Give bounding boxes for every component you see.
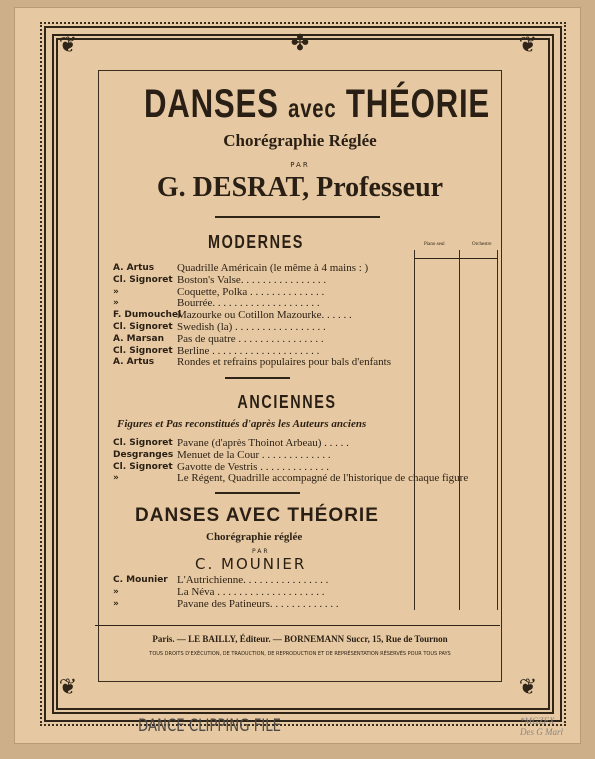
title-avec: avec [288, 93, 337, 123]
divider-ornament [225, 377, 290, 379]
row-author: Cl. Signoret [113, 461, 173, 472]
row-author: A. Artus [113, 357, 155, 368]
par-label: PAR [290, 161, 310, 169]
row-author: Cl. Signoret [113, 322, 173, 332]
anciennes-subheading: Figures et Pas reconstitués d'après les Auteurs anciens [117, 418, 367, 430]
section-heading-modernes: MODERNES [208, 232, 305, 252]
divider-ornament [215, 216, 380, 218]
rights-line: TOUS DROITS D'EXÉCUTION, DE TRADUCTION, DE REPRODUCTION ET DE REPRÉSENTATION RÉSERVÉS POUR TOUS PAYS [149, 651, 451, 657]
row-author: A. Marsan [113, 333, 164, 344]
row-author: Cl. Signoret [113, 274, 173, 285]
second-title: DANSES AVEC THÉORIE [135, 505, 379, 526]
column-header-piano: Piano seul [424, 242, 445, 247]
row-title: Swedish (la) . . . . . . . . . . . . . . . . . [177, 321, 326, 333]
row-author: Cl. Signoret [113, 345, 173, 356]
publisher-line: Paris. — LE BAILLY, Éditeur. — BORNEMANN Succr, 15, Rue de Tournon [152, 634, 448, 644]
pencil-line: Des G Marl [520, 727, 563, 737]
row-author: Cl. Signoret [113, 438, 173, 448]
row-title: Pavane (d'après Thoinot Arbeau) . . . . . [177, 437, 349, 449]
row-title: Gavotte de Vestris . . . . . . . . . . . . . [177, 460, 329, 473]
row-title: Mazourke ou Cotillon Mazourke. . . . . . [177, 309, 352, 322]
page-title [144, 82, 491, 127]
corner-ornament-icon: ❦ [58, 675, 78, 700]
row-title: Berline . . . . . . . . . . . . . . . . . . . . [177, 344, 320, 357]
corner-ornament-icon: ❦ [518, 33, 538, 58]
pencil-note [520, 716, 563, 738]
second-subtitle: Chorégraphie réglée [206, 531, 303, 543]
second-author: C. MOUNIER [195, 555, 307, 573]
row-title: Pas de quatre . . . . . . . . . . . . . . . . [177, 332, 324, 345]
row-title: Bourrée. . . . . . . . . . . . . . . . . . . . [177, 297, 320, 310]
row-author: » [113, 298, 119, 309]
divider-ornament [215, 492, 300, 494]
row-author: Desgranges [113, 449, 174, 460]
row-title: Menuet de la Cour . . . . . . . . . . . . . [177, 448, 331, 461]
row-title: L'Autrichienne. . . . . . . . . . . . . . . . [177, 574, 329, 586]
footer-rule [95, 625, 500, 626]
pencil-line: *MGZFX [520, 716, 555, 726]
row-title: Pavane des Patineurs. . . . . . . . . . . . . [177, 598, 339, 610]
corner-ornament-icon: ❦ [58, 33, 78, 58]
row-title: Quadrille Américain (le même à 4 mains : ) [177, 262, 369, 274]
row-author: » [113, 599, 119, 609]
row-author: C. Mounier [113, 575, 168, 585]
subtitle: Chorégraphie Réglée [223, 131, 377, 150]
row-title: Rondes et refrains populaires pour bals d'enfants [177, 356, 391, 369]
section-heading-anciennes: ANCIENNES [237, 392, 337, 412]
row-author: » [113, 473, 119, 484]
column-rule [414, 250, 415, 610]
row-title: Le Régent, Quadrille accompagné de l'historique de chaque figure [177, 472, 469, 485]
row-title: Coquette, Polka . . . . . . . . . . . . . . [177, 285, 325, 298]
row-title: La Néva . . . . . . . . . . . . . . . . . . . . [177, 586, 325, 598]
second-par-label: PAR [252, 548, 270, 555]
author-name: G. DESRAT, Professeur [156, 172, 444, 203]
column-rule [497, 250, 498, 610]
corner-ornament-icon: ❦ [518, 675, 538, 700]
column-header-orchestre: Orchestre [472, 242, 492, 247]
row-author: A. Artus [113, 263, 155, 273]
row-author: F. Dumouchel [113, 310, 182, 321]
title-word: DANSES [144, 82, 279, 126]
row-title: Boston's Valse. . . . . . . . . . . . . . . . [177, 273, 327, 286]
stamp-text: DANCE CLIPPING FILE [138, 716, 281, 736]
title-word: THÉORIE [345, 82, 491, 126]
row-author: » [113, 587, 119, 597]
column-rule [459, 250, 460, 610]
row-author: » [113, 286, 119, 297]
column-rule [414, 258, 498, 259]
top-ornament-icon: ✤ [290, 31, 310, 56]
